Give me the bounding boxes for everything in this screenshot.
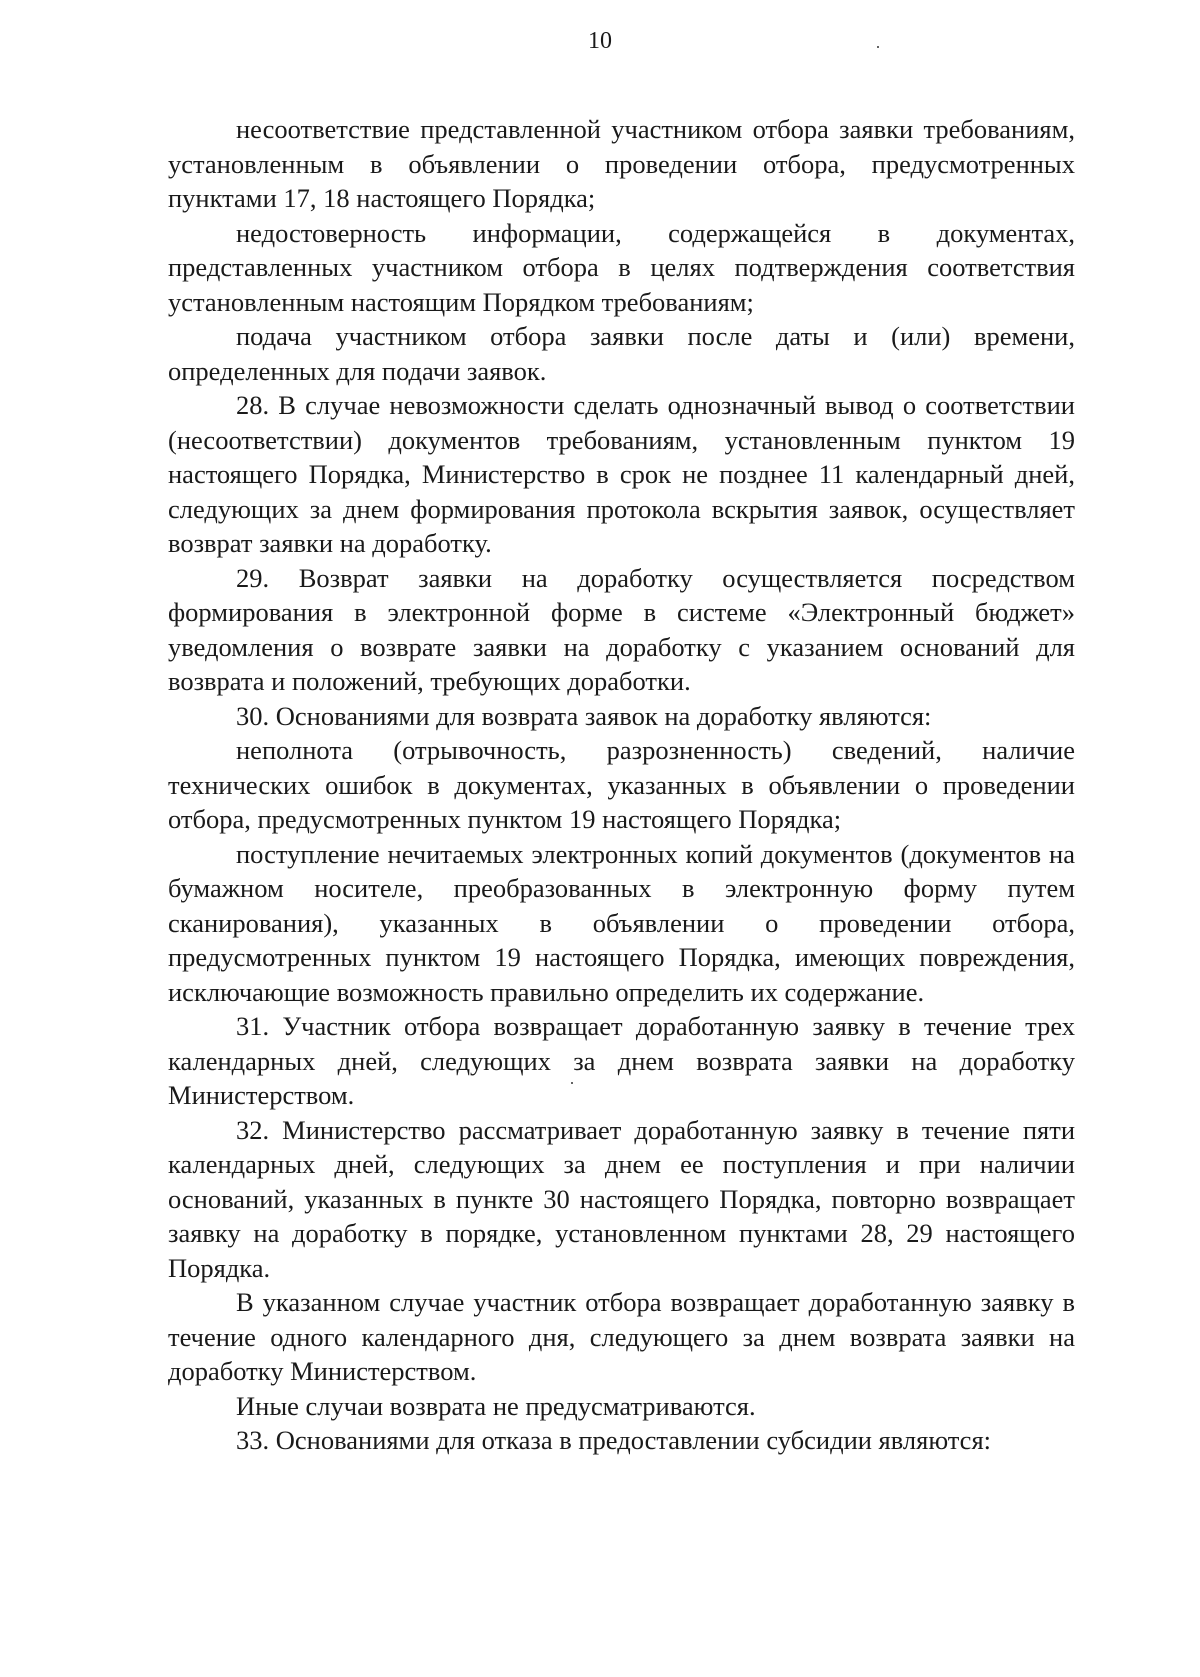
paragraph: неполнота (отрывочность, разрозненность) сведений, наличие технических ошибок в документах, указанных в объявлении о проведении отбора, предусмотренных пунктом 19 настоящего Порядка;	[168, 735, 1075, 834]
paragraph: 32. Министерство рассматривает доработанную заявку в течение пяти календарных дней, следующих за днем ее поступления и при наличии оснований, указанных в пункте 30 настоящего Порядка, повторно возвращает заявку на доработку в порядке, установленном пунктами 28, 29 настоящего Порядка.	[168, 1114, 1075, 1283]
paragraph: 29. Возврат заявки на доработку осуществляется посредством формирования в электронной форме в системе «Электронный бюджет» уведомления о возврате заявки на доработку с указанием оснований для возврата и положений, требующих доработки.	[168, 562, 1075, 696]
page-number: 10	[588, 28, 612, 54]
paragraph: 33. Основаниями для отказа в предоставлении субсидии являются:	[236, 1425, 991, 1455]
scan-speck	[877, 46, 879, 48]
paragraph: подача участником отбора заявки после даты и (или) времени, определенных для подачи заявок.	[168, 321, 1075, 386]
paragraph: несоответствие представленной участником отбора заявки требованиям, установленным в объявлении о проведении отбора, предусмотренных пунктами 17, 18 настоящего Порядка;	[168, 114, 1075, 213]
paragraph: 31. Участник отбора возвращает доработанную заявку в течение трех календарных дней, следующих за днем возврата заявки на доработку Министерством.	[168, 1011, 1075, 1110]
body-text	[168, 112, 1075, 1458]
paragraph: недостоверность информации, содержащейся в документах, представленных участником отбора в целях подтверждения соответствия установленным настоящим Порядком требованиям;	[168, 217, 1075, 317]
paragraph: Иные случаи возврата не предусматриваются.	[236, 1390, 756, 1421]
paragraph: 30. Основаниями для возврата заявок на доработку являются:	[236, 700, 932, 731]
paragraph: В указанном случае участник отбора возвращает доработанную заявку в течение одного календарного дня, следующего за днем возврата заявки на доработку Министерством.	[168, 1287, 1075, 1386]
paragraph: 28. В случае невозможности сделать однозначный вывод о соответствии (несоответствии) документов требованиям, установленным пунктом 19 настоящего Порядка, Министерство в срок не позднее 11 календарный дней, следующих за днем формирования протокола вскрытия заявок, осуществляет возврат заявки на доработку.	[168, 390, 1075, 558]
paragraph: поступление нечитаемых электронных копий документов (документов на бумажном носителе, преобразованных в электронную форму путем сканирования), указанных в объявлении о проведении отбора, предусмотренных пунктом 19 настоящего Порядка, имеющих повреждения, исключающие возможность правильно определить их содержание.	[168, 838, 1075, 1007]
